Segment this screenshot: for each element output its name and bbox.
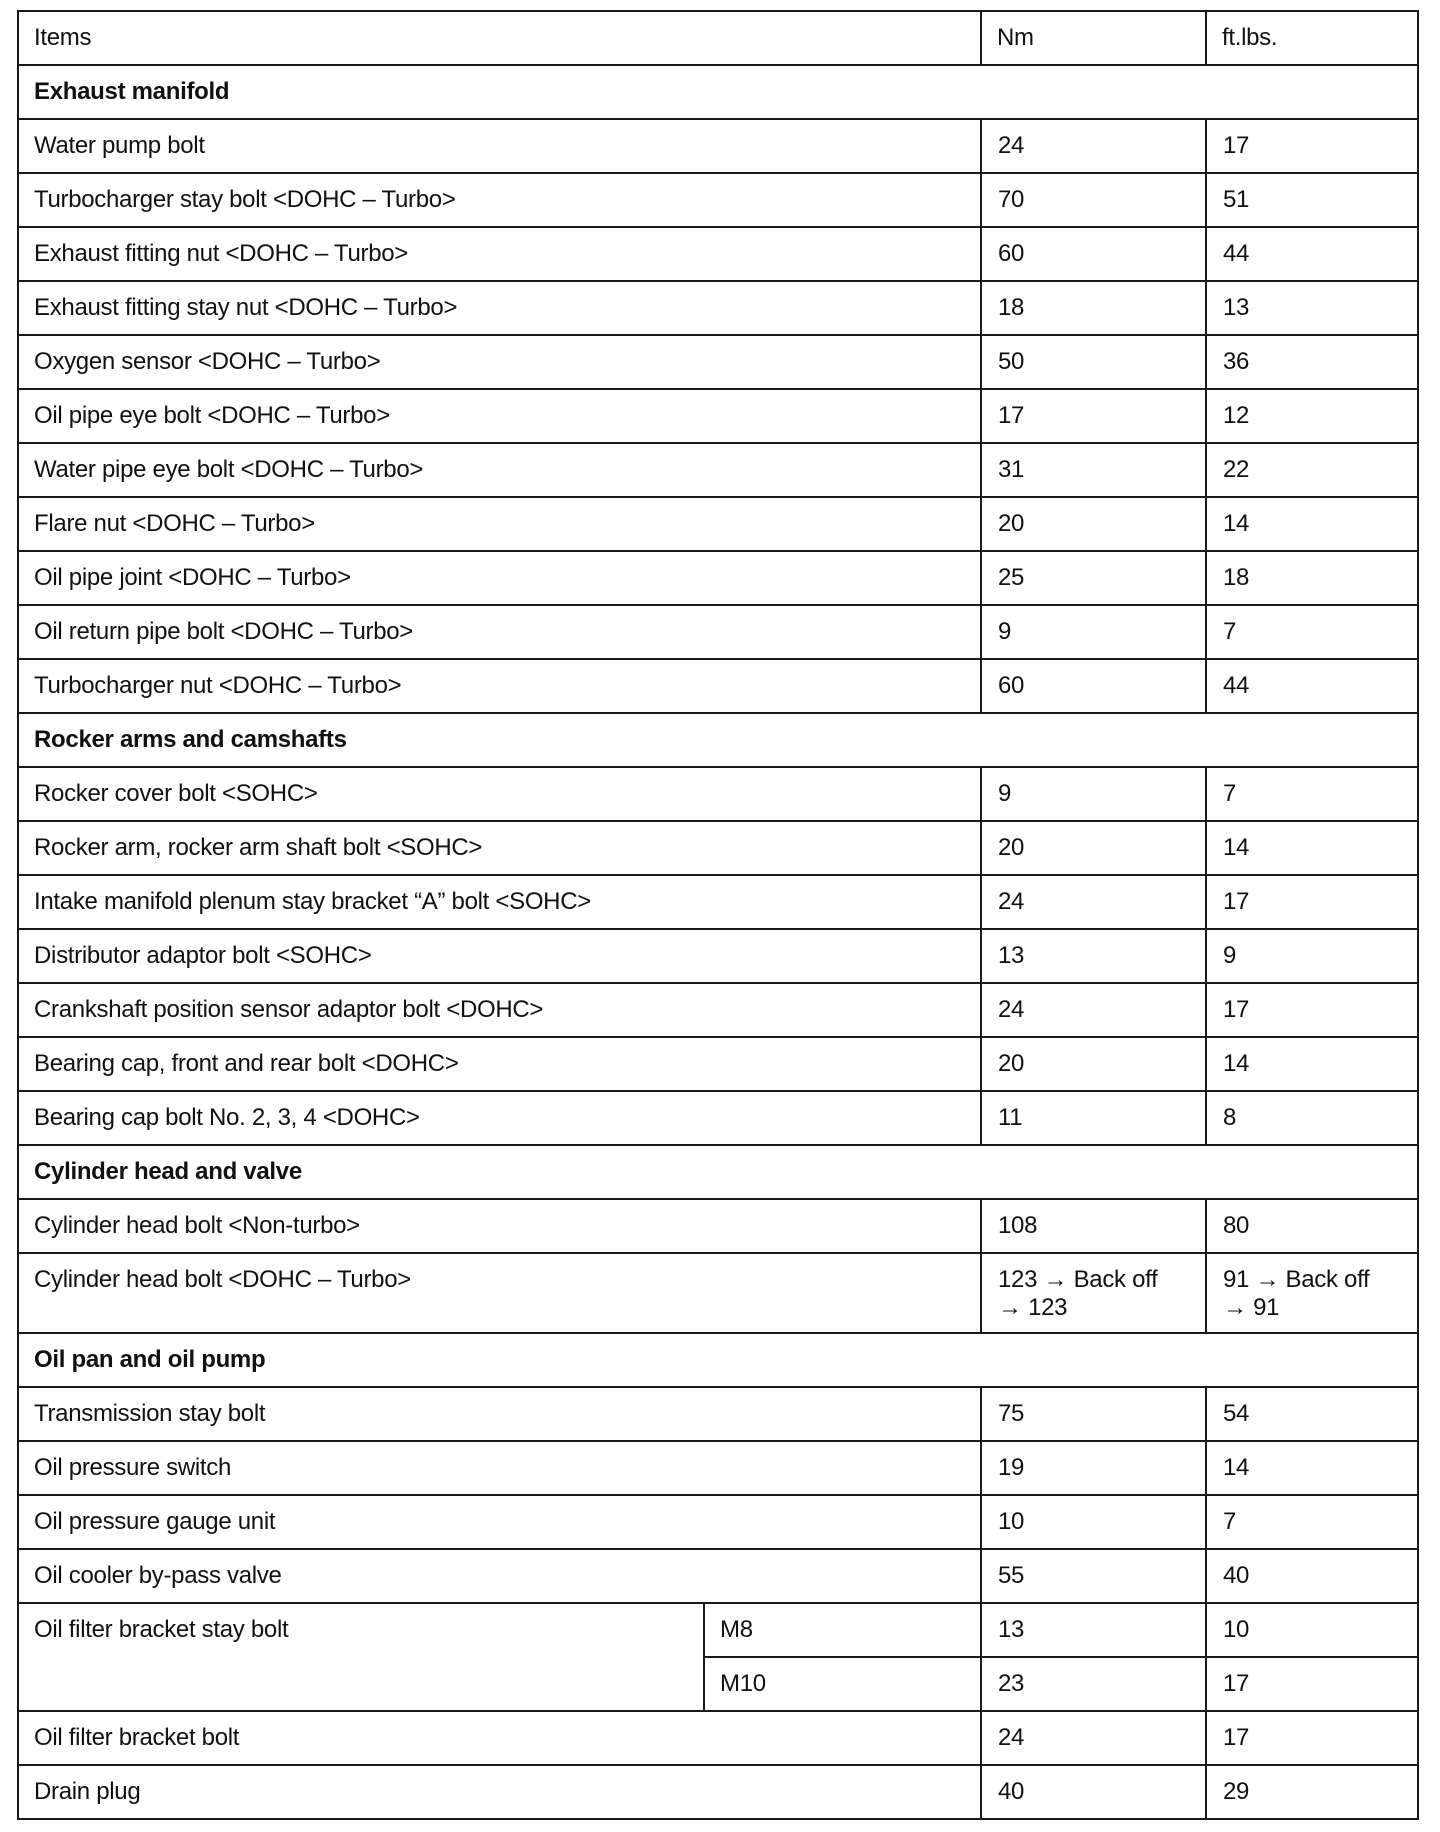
section-title-cylinder: Cylinder head and valve [18,1145,1418,1199]
item-cell: Cylinder head bolt <DOHC – Turbo> [18,1253,981,1333]
nm-cell: 70 [981,173,1206,227]
table-row [18,1199,1418,1253]
table-row [18,1441,1418,1495]
nm-line: 123 → Back off [998,1266,1158,1293]
item-cell: Water pump bolt [18,119,981,173]
ftlbs-cell: 9 [1206,929,1418,983]
section-title-oilpan: Oil pan and oil pump [18,1333,1418,1387]
item-cell: Drain plug [18,1765,981,1819]
item-cell: Cylinder head bolt <Non-turbo> [18,1199,981,1253]
nm-cell: 50 [981,335,1206,389]
nm-cell: 10 [981,1495,1206,1549]
ftlbs-cell: 44 [1206,227,1418,281]
ftlbs-cell: 40 [1206,1549,1418,1603]
item-cell: Oil return pipe bolt <DOHC – Turbo> [18,605,981,659]
section-row [18,65,1418,119]
table-row [18,1549,1418,1603]
table-row [18,389,1418,443]
item-cell: Oil cooler by-pass valve [18,1549,981,1603]
nm-cell [981,1253,1206,1333]
table-row [18,173,1418,227]
item-cell: Exhaust fitting stay nut <DOHC – Turbo> [18,281,981,335]
ftlbs-cell: 14 [1206,497,1418,551]
table-row [18,227,1418,281]
nm-cell: 20 [981,1037,1206,1091]
torque-table [17,10,1419,1820]
nm-cell: 24 [981,1711,1206,1765]
table-row [18,443,1418,497]
nm-cell: 60 [981,659,1206,713]
table-row [18,1603,1418,1657]
nm-cell: 20 [981,497,1206,551]
table-row [18,119,1418,173]
ftlbs-cell: 7 [1206,605,1418,659]
ftlbs-cell: 51 [1206,173,1418,227]
table-row [18,335,1418,389]
item-cell: Bearing cap, front and rear bolt <DOHC> [18,1037,981,1091]
ftlbs-cell: 14 [1206,1441,1418,1495]
nm-cell: 9 [981,767,1206,821]
item-cell: Exhaust fitting nut <DOHC – Turbo> [18,227,981,281]
ftlbs-cell: 8 [1206,1091,1418,1145]
table-row [18,605,1418,659]
header-ftlbs: ft.lbs. [1206,11,1418,65]
nm-cell: 24 [981,119,1206,173]
ftlbs-cell: 17 [1206,875,1418,929]
table-row [18,1765,1418,1819]
item-cell: Rocker arm, rocker arm shaft bolt <SOHC> [18,821,981,875]
ftlbs-line: → 91 [1223,1294,1280,1321]
nm-cell: 31 [981,443,1206,497]
ftlbs-cell: 54 [1206,1387,1418,1441]
nm-cell: 40 [981,1765,1206,1819]
nm-cell: 13 [981,929,1206,983]
nm-cell: 55 [981,1549,1206,1603]
table-row [18,1711,1418,1765]
item-cell: Oil pipe joint <DOHC – Turbo> [18,551,981,605]
ftlbs-cell: 10 [1206,1603,1418,1657]
item-cell: Intake manifold plenum stay bracket “A” bolt <SOHC> [18,875,981,929]
table-row [18,983,1418,1037]
nm-cell: 20 [981,821,1206,875]
nm-cell: 11 [981,1091,1206,1145]
table-row [18,551,1418,605]
item-cell: Turbocharger nut <DOHC – Turbo> [18,659,981,713]
ftlbs-cell [1206,1253,1418,1333]
item-cell: Distributor adaptor bolt <SOHC> [18,929,981,983]
nm-cell: 108 [981,1199,1206,1253]
ftlbs-cell: 17 [1206,1711,1418,1765]
table-row [18,1495,1418,1549]
table-row [18,659,1418,713]
nm-cell: 24 [981,875,1206,929]
ftlbs-cell: 12 [1206,389,1418,443]
ftlbs-cell: 17 [1206,983,1418,1037]
item-cell: Oil filter bracket stay bolt [18,1603,704,1711]
ftlbs-cell: 44 [1206,659,1418,713]
item-cell: Crankshaft position sensor adaptor bolt <DOHC> [18,983,981,1037]
table-row [18,1037,1418,1091]
section-row [18,1333,1418,1387]
table-row [18,1091,1418,1145]
nm-cell: 9 [981,605,1206,659]
nm-cell: 60 [981,227,1206,281]
table-row [18,767,1418,821]
size-cell: M10 [704,1657,981,1711]
torque-spec-sheet [17,10,1417,1820]
table-row [18,875,1418,929]
ftlbs-cell: 18 [1206,551,1418,605]
table-row [18,497,1418,551]
table-row [18,1253,1418,1333]
nm-cell: 13 [981,1603,1206,1657]
item-cell: Oil filter bracket bolt [18,1711,981,1765]
item-cell: Oil pipe eye bolt <DOHC – Turbo> [18,389,981,443]
header-items: Items [18,11,981,65]
ftlbs-cell: 7 [1206,767,1418,821]
nm-cell: 24 [981,983,1206,1037]
header-row [18,11,1418,65]
item-cell: Transmission stay bolt [18,1387,981,1441]
header-nm: Nm [981,11,1206,65]
nm-cell: 75 [981,1387,1206,1441]
ftlbs-cell: 36 [1206,335,1418,389]
section-title-rocker: Rocker arms and camshafts [18,713,1418,767]
section-row [18,1145,1418,1199]
size-cell: M8 [704,1603,981,1657]
section-row [18,713,1418,767]
table-row [18,281,1418,335]
item-cell: Water pipe eye bolt <DOHC – Turbo> [18,443,981,497]
item-cell: Bearing cap bolt No. 2, 3, 4 <DOHC> [18,1091,981,1145]
ftlbs-cell: 14 [1206,1037,1418,1091]
ftlbs-cell: 13 [1206,281,1418,335]
section-title-exhaust: Exhaust manifold [18,65,1418,119]
ftlbs-cell: 17 [1206,1657,1418,1711]
item-cell: Oxygen sensor <DOHC – Turbo> [18,335,981,389]
ftlbs-cell: 80 [1206,1199,1418,1253]
nm-cell: 17 [981,389,1206,443]
table-row [18,821,1418,875]
nm-cell: 23 [981,1657,1206,1711]
ftlbs-cell: 29 [1206,1765,1418,1819]
ftlbs-line: 91 → Back off [1223,1266,1370,1293]
nm-line: → 123 [998,1294,1068,1321]
item-cell: Rocker cover bolt <SOHC> [18,767,981,821]
ftlbs-cell: 17 [1206,119,1418,173]
nm-cell: 19 [981,1441,1206,1495]
item-cell: Flare nut <DOHC – Turbo> [18,497,981,551]
item-cell: Turbocharger stay bolt <DOHC – Turbo> [18,173,981,227]
item-cell: Oil pressure gauge unit [18,1495,981,1549]
ftlbs-cell: 7 [1206,1495,1418,1549]
ftlbs-cell: 14 [1206,821,1418,875]
table-row [18,929,1418,983]
ftlbs-cell: 22 [1206,443,1418,497]
nm-cell: 18 [981,281,1206,335]
table-row [18,1387,1418,1441]
nm-cell: 25 [981,551,1206,605]
item-cell: Oil pressure switch [18,1441,981,1495]
